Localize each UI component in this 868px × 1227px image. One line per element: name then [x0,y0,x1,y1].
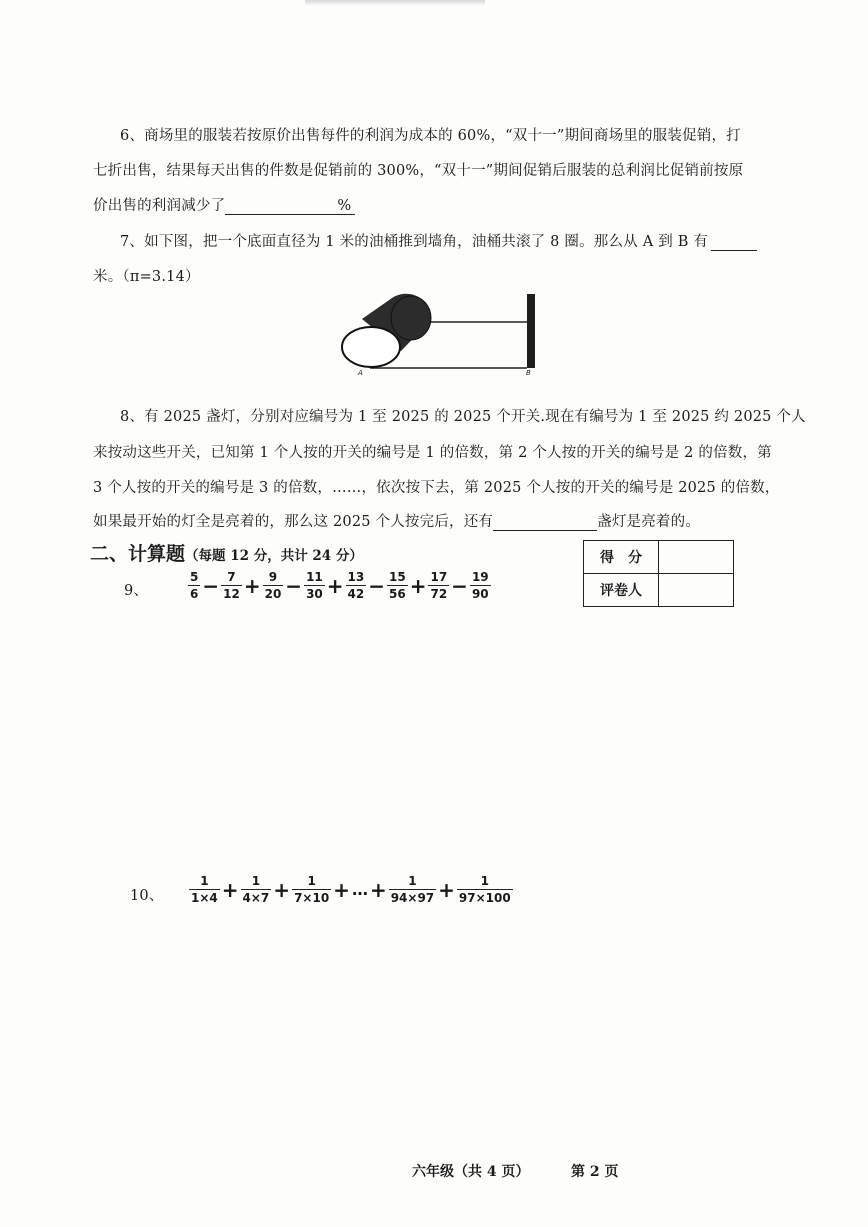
q9-expression [187,570,492,601]
denominator: 56 [389,587,406,601]
q7-answer-blank[interactable] [711,234,757,251]
numerator: 15 [389,570,406,584]
operator-sign: + [221,877,239,902]
section2-note: （每题 12 分，共计 24 分） [185,548,363,564]
q8-line4-suffix: 盏灯是亮着的。 [597,514,701,530]
q6-line1: 6、商场里的服装若按原价出售每件的利润为成本的 60%，“双十一”期间商场里的服装促销，打 [120,128,741,144]
operator-sign: + [273,877,291,902]
denominator: 7×10 [294,891,330,905]
wall-shape [527,294,535,368]
q10-number: 10、 [130,888,164,904]
q7-line1 [120,230,757,251]
denominator: 90 [471,587,489,601]
denominator: 97×100 [458,891,511,905]
fraction [470,570,491,601]
q8-line4 [93,510,700,531]
label-a: A [358,369,363,377]
numerator: 19 [471,570,489,584]
numerator: 1 [307,874,316,888]
score-cell[interactable] [659,541,734,574]
q8-line3: 3 个人按的开关的编号是 3 的倍数，……，依次按下去，第 2025 个人按的开关的编号是 2025 的倍数， [93,480,780,496]
denominator: 6 [190,587,199,601]
numerator: 11 [306,570,323,584]
fraction [387,570,408,601]
label-b: B [526,369,531,377]
operator-sign: + [438,877,455,902]
grader-cell[interactable] [659,574,734,607]
operator-sign: + [409,573,427,598]
operator-sign: − [285,573,303,598]
numerator: 17 [430,570,448,584]
fraction [188,570,200,601]
ellipsis: … [351,880,368,899]
numerator: 1 [480,874,489,888]
grader-label: 评卷人 [584,574,659,607]
section2-heading [90,539,363,566]
footer-grade: 六年级（共 4 页） [412,1164,530,1180]
q8-line1: 8、有 2025 盏灯，分别对应编号为 1 至 2025 的 2025 个开关.现在有编号为 1 至 2025 约 2025 个人 [120,409,806,425]
fraction [241,874,272,905]
operator-sign: + [243,573,261,598]
numerator: 9 [268,570,278,584]
fraction [346,570,367,601]
operator-sign: − [202,573,220,598]
denominator: 42 [347,587,365,601]
operator-sign: − [368,573,385,598]
denominator: 1×4 [191,891,218,905]
q10-expression [188,874,514,905]
q9-number: 9、 [124,583,149,599]
score-table [583,540,734,607]
fraction [292,874,331,905]
fraction [189,874,220,905]
fraction [428,570,449,601]
denominator: 12 [223,587,240,601]
q7-line2: 米。（π=3.14） [93,269,200,285]
q6-line3-prefix: 价出售的利润减少了 [93,198,226,214]
q6-line3 [93,194,355,215]
q8-line2: 来按动这些开关，已知第 1 个人按的开关的编号是 1 的倍数，第 2 个人按的开关的编号是 2 的倍数，第 [93,445,772,461]
numerator: 1 [200,874,209,888]
operator-sign: − [451,573,468,598]
denominator: 72 [430,587,448,601]
oil-drum-figure [330,288,550,378]
q8-answer-blank[interactable] [493,514,597,531]
footer-page: 第 2 页 [571,1164,619,1180]
denominator: 4×7 [242,891,270,905]
numerator: 1 [408,874,417,888]
q7-line1-text: 7、如下图，把一个底面直径为 1 米的油桶推到墙角，油桶共滚了 8 圈。那么从 A 到 B 有 [120,234,709,250]
operator-sign: + [369,877,387,902]
numerator: 1 [251,874,261,888]
scan-edge-mark [305,0,485,6]
numerator: 7 [227,570,236,584]
operator-sign: + [333,877,350,902]
fraction [304,570,325,601]
numerator: 13 [347,570,365,584]
q6-percent: % [333,198,355,215]
fraction [263,570,284,601]
section2-title: 二、计算题 [90,543,186,565]
denominator: 30 [306,587,323,601]
q6-answer-blank[interactable] [225,198,333,215]
fraction [221,570,242,601]
denominator: 94×97 [390,891,435,905]
fraction [389,874,436,905]
oil-drum-shape [342,294,431,367]
q6-line2: 七折出售，结果每天出售的件数是促销前的 300%，“双十一”期间促销后服装的总利润比促销前按原 [93,163,744,179]
fraction [457,874,513,905]
denominator: 20 [264,587,282,601]
operator-sign: + [326,573,344,598]
score-label: 得 分 [584,541,659,574]
numerator: 5 [190,570,199,584]
q8-line4-prefix: 如果最开始的灯全是亮着的，那么这 2025 个人按完后，还有 [93,514,494,530]
